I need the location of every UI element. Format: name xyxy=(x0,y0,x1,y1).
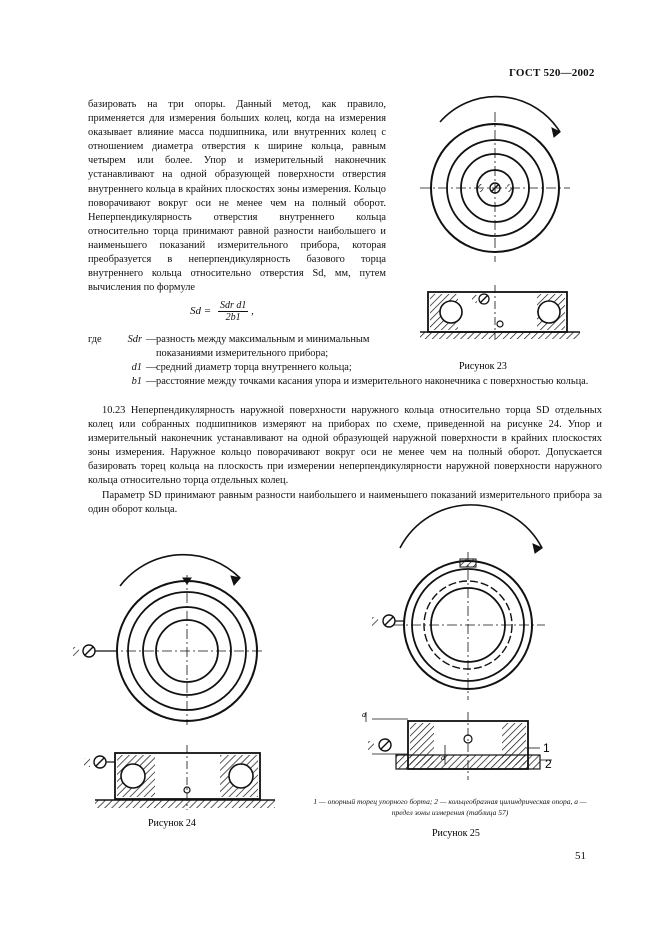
definition-item: d1 — средний диаметр торца внутреннего кольца; xyxy=(88,361,602,375)
figure-25-label-2: 2 xyxy=(545,757,552,771)
figure-23-caption: Рисунок 23 xyxy=(459,361,507,372)
figure-25-top-view xyxy=(372,505,545,700)
figure-24-caption: Рисунок 24 xyxy=(148,818,196,829)
formula-lhs: Sd = xyxy=(190,305,212,318)
definition-item: где Sdr — разность между максимальным и минимальным показаниями измерительного прибора; xyxy=(88,333,602,361)
definition-text: средний диаметр торца внутреннего кольца; xyxy=(156,362,352,373)
formula-denominator: 2b1 xyxy=(225,312,241,323)
figure-23-top-view xyxy=(420,97,570,262)
parameter-text: Параметр SD принимают равным разности наибольшего и наименьшего показаний измерительного прибора за один оборот кольца. xyxy=(88,489,602,515)
figure-25-section-view xyxy=(366,712,552,780)
definition-text: расстояние между точками касания упора и измерительного наконечника с поверхностью кольца. xyxy=(156,376,589,387)
figure-25-note: 1 — опорный торец упорного борта; 2 — кольцеобразная цилиндрическая опора, а — предел зоны измерения (таблица 57) xyxy=(313,797,587,817)
paragraph-text: базировать на три опоры. Данный метод, как правило, применяется для измерения больших колец, когда на измерения оказывает влияние масса подшипника, или внутренних колец с отношением диаметра отверстия к ширине кольца, равным четырем или более. Упор и измерительный наконечник устанавливают на одной образующей поверхности отверстия внутреннего кольца в крайних плоскостях зоны измерения. Кольцо поворачивают вокруг оси не менее чем на полный оборот. Неперпендикулярность отверстия внутреннего кольца относительно торца принимают равной разности наибольшего и наименьшего показаний измерительного прибора, которая преобразуется в неперпендикулярность базового торца внутреннего кольца относительно отверстия Sd, мм, путем вычисления по формуле xyxy=(88,99,386,294)
formula-tail: , xyxy=(251,305,254,318)
page-number: 51 xyxy=(575,850,586,862)
definition-item: b1 — расстояние между точками касания упора и измерительного наконечника с поверхностью кольца. xyxy=(88,375,602,389)
definition-symbol: d1 xyxy=(131,362,142,373)
figure-24-section-view xyxy=(84,745,275,810)
definition-text: разность между максимальным и минимальным показаниями измерительного прибора; xyxy=(156,334,370,359)
figure-25-caption: Рисунок 25 xyxy=(432,828,480,839)
figure-25-label-a-bottom: а xyxy=(441,753,445,762)
figure-25-label-a-top: а xyxy=(362,710,366,719)
definition-symbol: b1 xyxy=(131,376,142,387)
figure-24-top-view xyxy=(73,555,265,725)
definition-prefix: где xyxy=(88,334,102,345)
formula-numerator: Sdr d1 xyxy=(219,300,247,311)
section-10-23-text: 10.23 Неперпендикулярность наружной поверхности наружного кольца относительно торца SD отдельных колец или собранных подшипников измеряют на приборах по схеме, приведенной на рисунке 24. Упор и измерительный наконечник устанавливают на одной образующей наружной поверхности в крайних плоскостях зоны измерения. Наружное кольцо поворачивают вокруг оси не менее чем на полный оборот. Допускается базировать торец кольца на плоскость при измерении неперпендикулярности наружной поверхности наружного кольца относительно торца отдельных колец. xyxy=(88,405,602,487)
figure-25-label-1: 1 xyxy=(543,741,550,755)
figure-23-section-view xyxy=(420,285,580,340)
definition-symbol: Sdr xyxy=(127,334,142,345)
document-header: ГОСТ 520—2002 xyxy=(509,67,595,79)
